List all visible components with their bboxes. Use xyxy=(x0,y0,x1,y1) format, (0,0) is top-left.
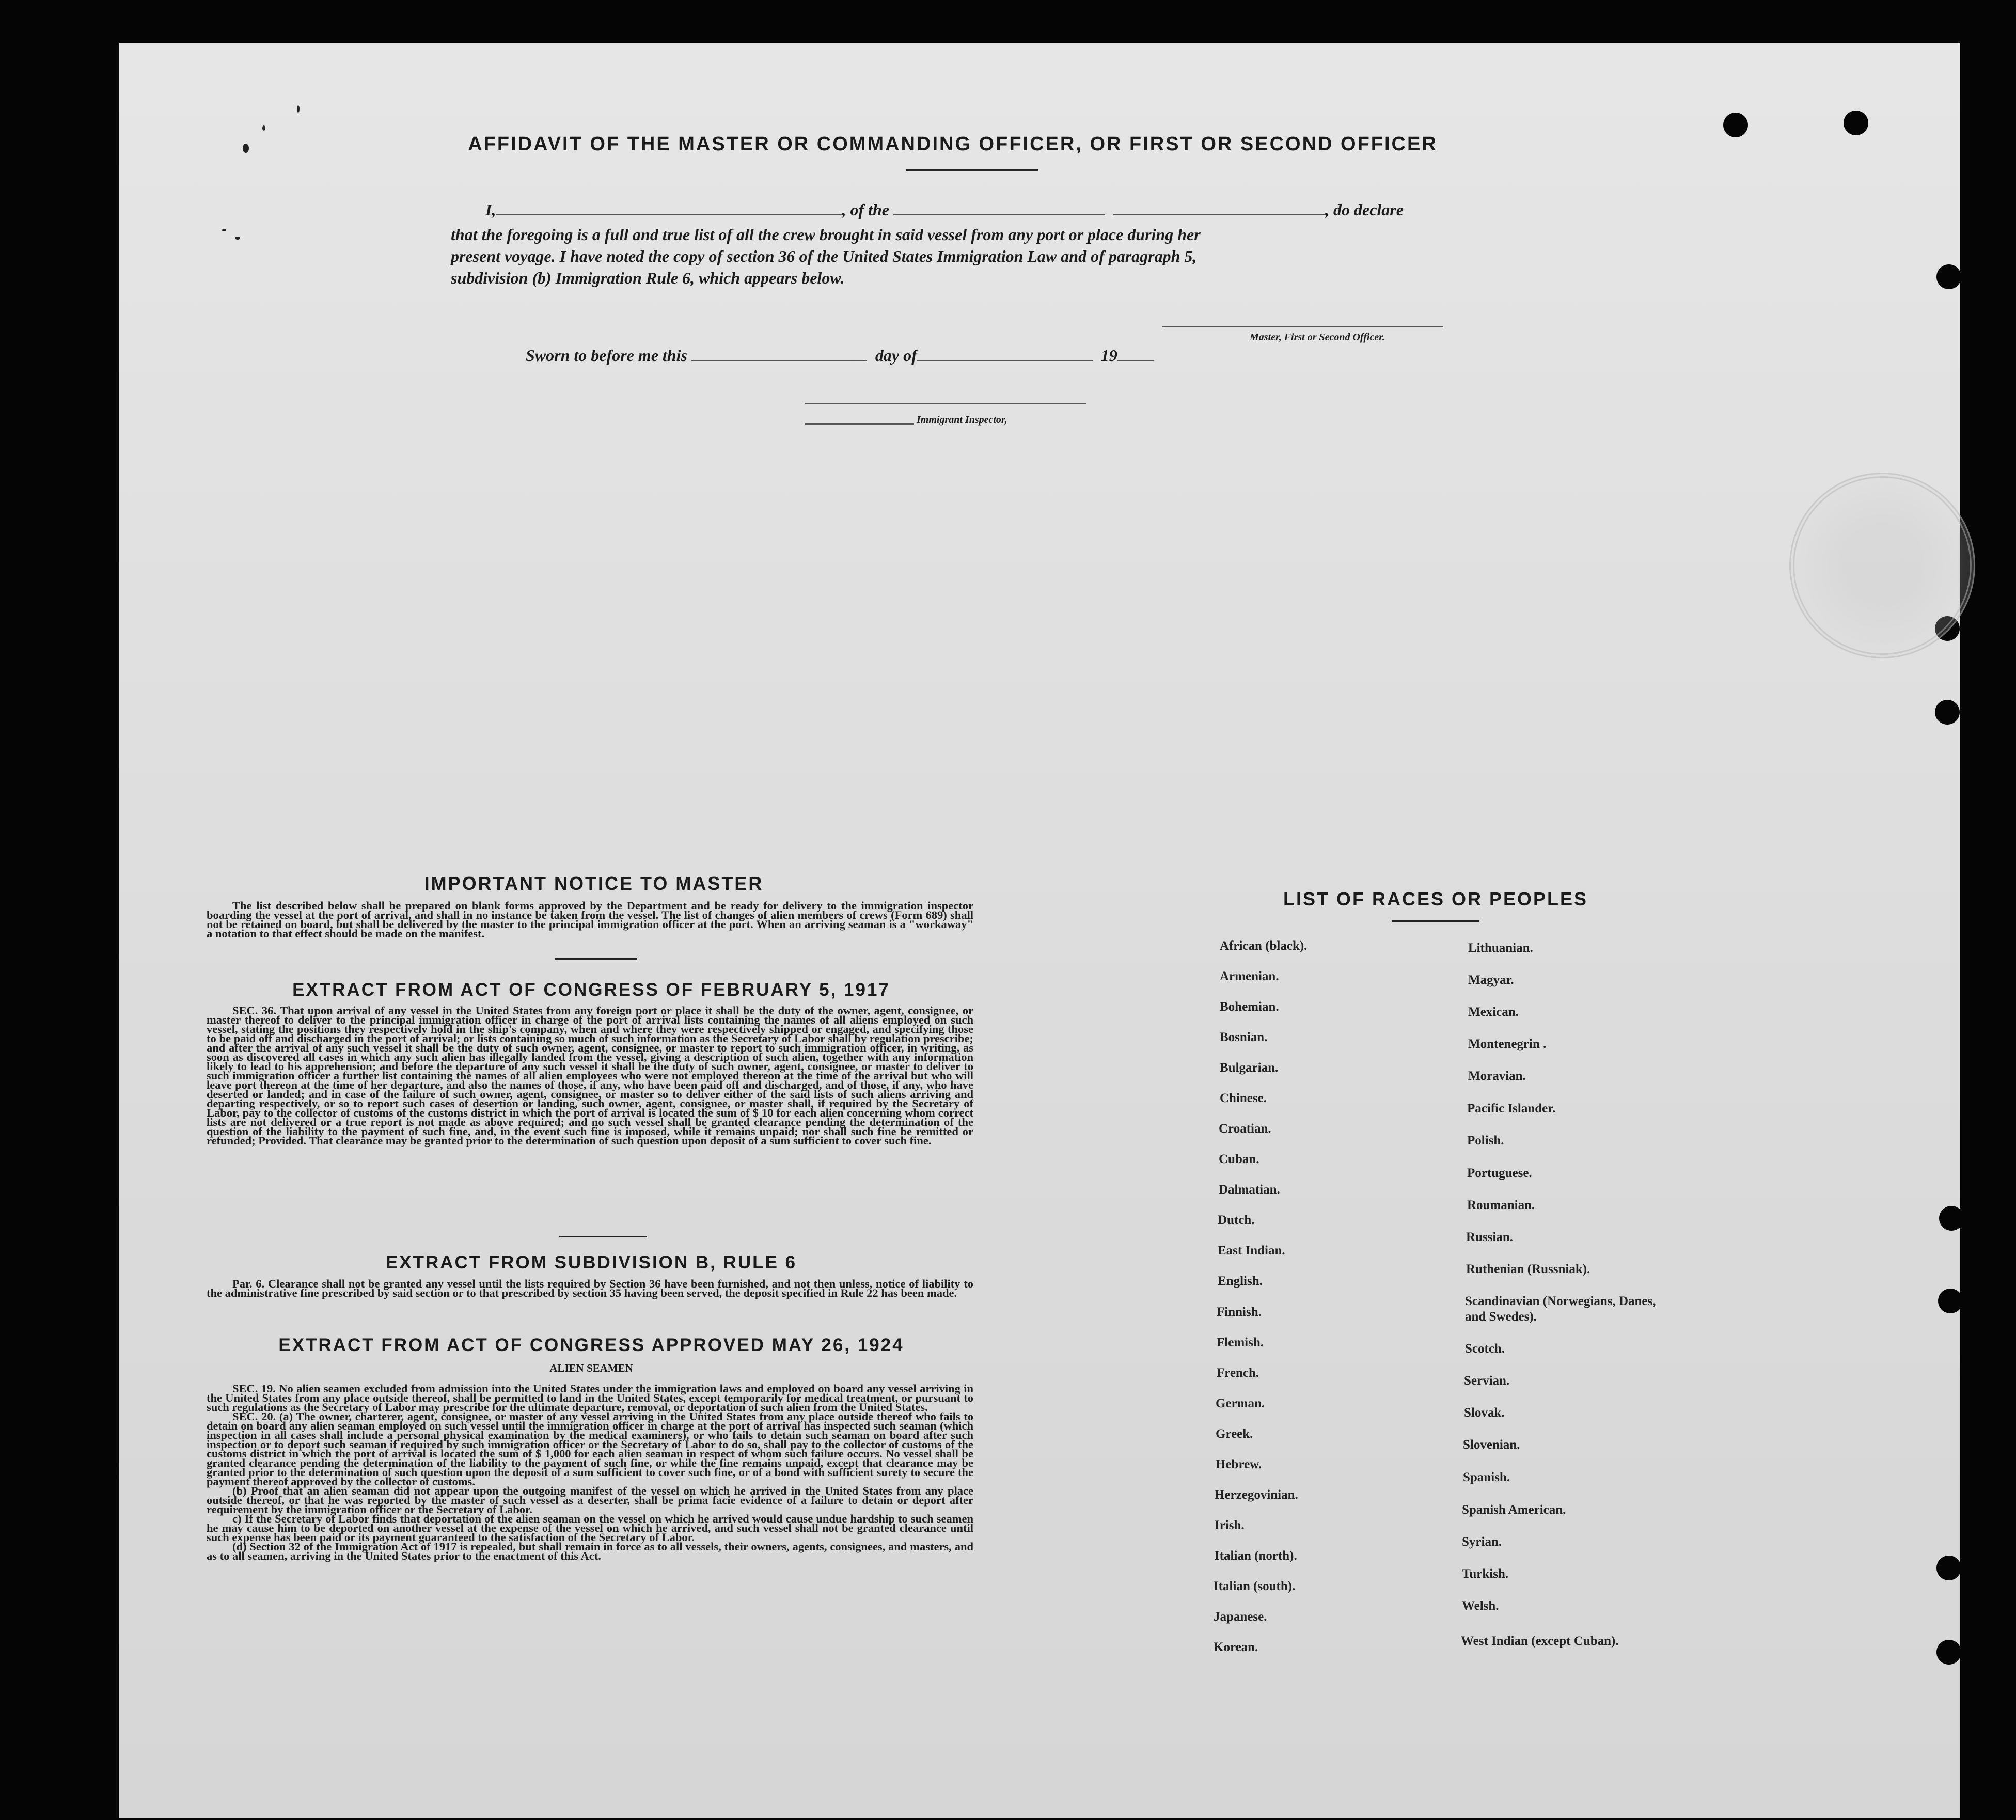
i-prefix: I, xyxy=(485,200,496,219)
sec20d-paragraph: (d) Section 32 of the Immigration Act of 1917 is repealed, but shall remain in force as to all vessels, their owners, agents, consignees, and masters, and as to all seamen, arriving in the United States prior to the enactment of this Act. xyxy=(207,1540,973,1562)
day-blank[interactable] xyxy=(691,348,867,361)
do-declare-text: , do declare xyxy=(1325,200,1404,219)
race-item: Syrian. xyxy=(1462,1535,1502,1549)
race-item: Finnish. xyxy=(1217,1305,1262,1319)
extract-1917-body xyxy=(207,1006,973,1146)
race-item: Armenian. xyxy=(1220,969,1279,983)
ink-speck xyxy=(243,144,249,153)
race-item: Roumanian. xyxy=(1467,1198,1535,1212)
race-item: Japanese. xyxy=(1214,1610,1267,1624)
race-item: Korean. xyxy=(1214,1640,1258,1654)
race-item: Bulgarian. xyxy=(1220,1061,1279,1075)
affidavit-title: AFFIDAVIT OF THE MASTER OR COMMANDING OFFICER, OR FIRST OR SECOND OFFICER xyxy=(468,133,1438,155)
affidavit-line-4: subdivision (b) Immigration Rule 6, which appears below. xyxy=(451,269,845,287)
race-item: Pacific Islander. xyxy=(1467,1102,1556,1116)
rule6-body xyxy=(207,1279,973,1298)
race-item: Magyar. xyxy=(1468,973,1514,987)
race-item: West Indian (except Cuban). xyxy=(1461,1634,1619,1648)
race-item: German. xyxy=(1216,1397,1265,1410)
extract-1924-title: EXTRACT FROM ACT OF CONGRESS APPROVED MAY 26, 1924 xyxy=(278,1335,904,1355)
races-title: LIST OF RACES OR PEOPLES xyxy=(1283,888,1588,909)
year-prefix: 19 xyxy=(1100,346,1117,365)
month-blank[interactable] xyxy=(917,348,1093,361)
ink-speck xyxy=(235,237,240,240)
race-item: Irish. xyxy=(1215,1518,1245,1532)
race-item: Lithuanian. xyxy=(1468,941,1533,955)
race-item: Cuban. xyxy=(1219,1152,1259,1166)
notice-title: IMPORTANT NOTICE TO MASTER xyxy=(424,873,764,894)
of-the-text: , of the xyxy=(842,200,889,219)
race-item: Scandinavian (Norwegians, Danes, and Swedes). xyxy=(1465,1294,1656,1324)
race-item: Russian. xyxy=(1466,1230,1514,1244)
race-item: Slovak. xyxy=(1464,1406,1505,1420)
sworn-prefix: Sworn to before me this xyxy=(526,346,687,365)
race-item: Herzegovinian. xyxy=(1215,1488,1298,1502)
year-blank[interactable] xyxy=(1117,348,1154,361)
race-item: Chinese. xyxy=(1220,1091,1267,1105)
race-item: East Indian. xyxy=(1218,1244,1285,1258)
inspector-line[interactable] xyxy=(805,423,914,425)
faded-seal-stamp xyxy=(1789,473,1975,658)
race-item: Servian. xyxy=(1464,1374,1510,1388)
signature-line[interactable] xyxy=(1162,326,1443,327)
race-item: Portuguese. xyxy=(1467,1166,1532,1180)
race-item: Ruthenian (Russniak). xyxy=(1466,1262,1590,1276)
extract-1924-body xyxy=(207,1384,973,1561)
punch-hole xyxy=(1844,111,1868,135)
sworn-line xyxy=(526,346,1154,365)
sec20b-paragraph: (b) Proof that an alien seaman did not appear upon the outgoing manifest of the vessel on which he arrived in the United States from any place outside thereof, or that he was reported by the master of such vessel as a deserter, shall be prima facie evidence of a failure to detain or deport after requirement by the immigration officer or the Secretary of Labor. xyxy=(207,1484,973,1516)
punch-hole xyxy=(1935,700,1960,725)
race-item: Slovenian. xyxy=(1463,1438,1520,1452)
race-item: Polish. xyxy=(1467,1134,1504,1148)
section-rule xyxy=(555,958,637,960)
punch-hole xyxy=(1936,1556,1961,1580)
signature-label: Master, First or Second Officer. xyxy=(1250,332,1385,343)
race-item: Hebrew. xyxy=(1216,1457,1262,1471)
par6-paragraph: Par. 6. Clearance shall not be granted any vessel until the lists required by Section 36 have been furnished, and not then unless, notice of liability to the administrative fine prescribed by said section or to that prescribed by section 35 having been served, the deposit specified in Rule 22 has been made. xyxy=(207,1277,973,1299)
race-item: Bosnian. xyxy=(1220,1030,1268,1044)
sec20a-paragraph: SEC. 20. (a) The owner, charterer, agent, consignee, or master of any vessel arriving in the United States from any place outside thereof who fails to detain on board any alien seaman employed on such vessel until the immigration officer in charge at the port of arrival has inspected such seaman (which inspection in all cases shall include a personal physical examination by the medical examiners), or who fails to detain such seaman on board after such inspection or to deport such seaman if required by such immigration officer or the Secretary of Labor to do so, shall pay to the collector of customs of the customs district in which the port of arrival is located the sum of $ 1,000 for each alien seaman in respect of whom such failure occurs. No vessel shall be granted clearance pending the determination of the liability to the payment of such fine, or while the fine remains unpaid, except that clearance may be granted prior to the determination of such question upon the deposit of a sum sufficient to cover such fine, or of a bond with sufficient surety to secure the payment thereof approved by the collector of customs. xyxy=(207,1410,973,1488)
notice-body xyxy=(207,901,973,938)
race-item: Scotch. xyxy=(1465,1342,1505,1356)
race-item: English. xyxy=(1218,1274,1263,1288)
race-item: French. xyxy=(1217,1366,1259,1380)
day-of-text: day of xyxy=(875,346,917,365)
sec19-paragraph: SEC. 19. No alien seamen excluded from admission into the United States under the immigration laws and employed on board any vessel arriving in the United States from any place outside thereof, shall be permitted to land in the United States, except temporarily for medical treatment, or pursuant to such regulations as the Secretary of Labor may prescribe for the ultimate departure, removal, or deportation of such alien from the United States. xyxy=(207,1382,973,1414)
race-item: African (black). xyxy=(1220,939,1308,953)
race-item: Bohemian. xyxy=(1220,1000,1279,1014)
alien-seamen-subtitle: ALIEN SEAMEN xyxy=(549,1362,633,1374)
notice-paragraph: The list described below shall be prepared on blank forms approved by the Department and be ready for delivery to the immigration inspector boarding the vessel at the port of arrival, and shall in no instance be taken from the vessel. The list of changes of alien members of crews (Form 689) shall not be retained on board, but shall be delivered by the master to the principal immigration officer at the port. When an arriving seaman is a "workaway" a notation to that effect should be made on the manifest. xyxy=(207,899,973,940)
section-rule xyxy=(559,1236,647,1237)
race-item: Moravian. xyxy=(1468,1069,1526,1083)
race-item: Greek. xyxy=(1216,1427,1253,1441)
sec20c-paragraph: c) If the Secretary of Labor finds that deportation of the alien seaman on the vessel on which he arrived would cause undue hardship to such seamen he may cause him to be deported on another vessel at the expense of the vessel on which he arrived, and such vessel shall not be granted clearance until such expense has been paid or its payment guaranteed to the satisfaction of the Secretary of Labor. xyxy=(207,1512,973,1544)
race-item: Spanish American. xyxy=(1462,1503,1566,1517)
affidavit-line-2: that the foregoing is a full and true list of all the crew brought in said vessel from any port or place during her xyxy=(451,225,1201,244)
sec36-paragraph: SEC. 36. That upon arrival of any vessel in the United States from any foreign port or place it shall be the duty of the owner, agent, consignee, or master thereof to deliver to the principal immigration officer in charge of the port of arrival lists containing the names of all aliens employed on such vessel, stating the positions they respectively hold in the ship's company, when and where they were respectively shipped or engaged, and specifying those to be paid off and discharged in the port of arrival; or lists containing so much of such information as the Secretary of Labor shall by regulation prescribe; and after the arrival of any such vessel it shall be the duty of such owner, agent, consignee, or master to report to such immigration officer, in writing, as soon as discovered all cases in which any such alien has illegally landed from the vessel, giving a description of such alien, together with any information likely to lead to his apprehension; and before the departure of any such vessel it shall be the duty of such owner, agent, consignee, or master to deliver to such immigration officer a further list containing the names of all alien employees who were not employed thereon at the time of the arrival but who will leave port thereon at the time of her departure, and also the names of those, if any, who have been paid off and discharged, and of those, if any, who have deserted or landed; and in case of the failure of such owner, agent, consignee, or master so to deliver either of the said lists of such aliens arriving and departing respectively, or so to report such cases of desertion or landing, such owner, agent, consignee, or master shall, if required by the Secretary of Labor, pay to the collector of customs of the customs district in which the port of arrival is located the sum of $ 10 for each alien concerning whom correct lists are not delivered or a true report is not made as above required; and no such vessel shall be granted clearance pending the determination of the question of the liability to the payment of such fine, and, in the event such fine is imposed, while it remains unpaid; nor shall such fine be remitted or refunded; Provided. That clearance may be granted prior to the determination of such question upon deposit of a sum sufficient to cover such fine. xyxy=(207,1004,973,1147)
title-underline xyxy=(906,169,1038,171)
race-item: Italian (north). xyxy=(1215,1549,1297,1563)
ink-speck xyxy=(297,105,300,113)
ink-speck xyxy=(222,229,226,231)
race-item: Mexican. xyxy=(1468,1005,1519,1019)
rule6-title: EXTRACT FROM SUBDIVISION B, RULE 6 xyxy=(385,1252,797,1273)
affidavit-line-3: present voyage. I have noted the copy of section 36 of the United States Immigration Law and of paragraph 5, xyxy=(451,247,1197,265)
race-item: Spanish. xyxy=(1463,1470,1510,1484)
race-item: Dutch. xyxy=(1218,1213,1255,1227)
race-item: Italian (south). xyxy=(1214,1579,1296,1593)
race-item: Welsh. xyxy=(1462,1599,1499,1613)
punch-hole xyxy=(1939,1206,1964,1231)
vessel-blank-2[interactable] xyxy=(1113,202,1325,215)
race-item: Flemish. xyxy=(1217,1336,1264,1350)
vessel-blank-1[interactable] xyxy=(893,202,1105,215)
race-item: Montenegrin . xyxy=(1468,1037,1547,1051)
ink-speck xyxy=(262,125,265,131)
races-title-underline xyxy=(1392,920,1479,922)
race-item: Croatian. xyxy=(1219,1122,1271,1136)
name-blank[interactable] xyxy=(496,202,842,215)
punch-hole xyxy=(1723,113,1748,137)
inspector-line-top[interactable] xyxy=(805,403,1086,404)
punch-hole xyxy=(1938,1289,1963,1313)
inspector-label: Immigrant Inspector, xyxy=(917,414,1007,426)
race-item: Dalmatian. xyxy=(1219,1183,1280,1197)
punch-hole xyxy=(1936,1640,1961,1665)
punch-hole xyxy=(1936,264,1961,289)
extract-1917-title: EXTRACT FROM ACT OF CONGRESS OF FEBRUARY 5, 1917 xyxy=(292,980,890,1000)
affidavit-line-1 xyxy=(485,200,1404,219)
race-item: Turkish. xyxy=(1462,1567,1509,1581)
